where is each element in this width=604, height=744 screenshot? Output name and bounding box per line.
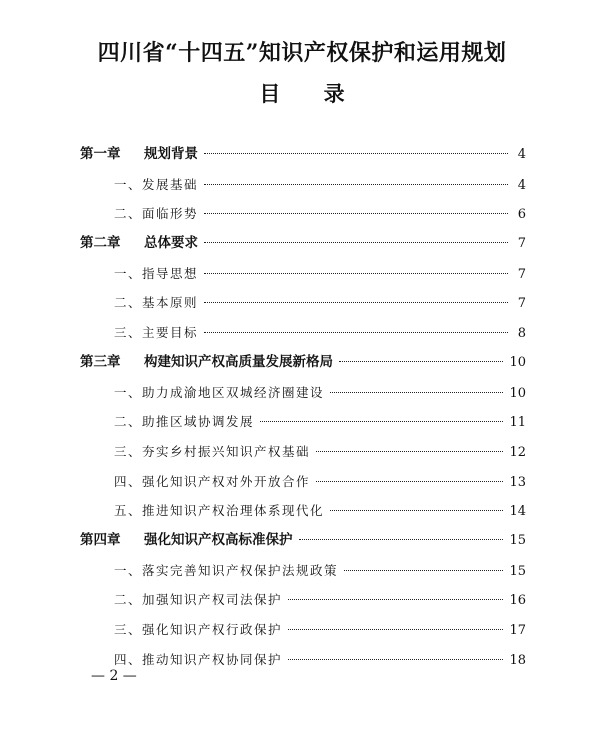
toc-page-number: 12 <box>509 444 526 460</box>
toc-entry-title: 一、落实完善知识产权保护法规政策 <box>114 562 339 578</box>
dot-leader <box>204 273 508 274</box>
toc-chapter-entry[interactable] <box>80 229 526 259</box>
toc-page-number: 7 <box>517 296 526 312</box>
page-number: — 2 — <box>91 668 137 684</box>
chapter-number: 第一章 <box>80 146 121 162</box>
toc-entry-label <box>114 199 198 229</box>
toc-entry-label <box>114 496 324 526</box>
toc-section-entry[interactable] <box>80 615 526 645</box>
toc-entry-title: 二、面临形势 <box>114 206 199 222</box>
dot-leader <box>288 629 503 630</box>
toc-section-entry[interactable] <box>80 556 526 586</box>
toc-entry-title: 一、发展基础 <box>114 176 199 192</box>
toc-entry-label <box>114 318 198 348</box>
toc-page-number: 11 <box>509 415 526 431</box>
toc-page-number: 6 <box>517 207 526 223</box>
toc-entry-title: 强化知识产权高标准保护 <box>144 531 293 548</box>
toc-section-entry[interactable] <box>80 437 526 467</box>
toc-chapter-entry[interactable] <box>80 348 526 378</box>
dot-leader <box>299 539 504 540</box>
dot-leader <box>344 570 503 571</box>
toc-page-number: 14 <box>509 504 526 520</box>
toc-entry-label <box>114 170 198 200</box>
toc-entry-label <box>114 615 282 645</box>
toc-entry-title: 一、指导思想 <box>114 265 199 281</box>
toc-entry-label <box>114 259 198 289</box>
toc-entry-title: 一、助力成渝地区双城经济圈建设 <box>114 384 325 400</box>
toc-entry-label <box>80 229 198 259</box>
toc-entry-label <box>114 437 310 467</box>
document-title: 四川省“十四五”知识产权保护和运用规划 <box>97 40 507 66</box>
toc-section-entry[interactable] <box>80 288 526 318</box>
chapter-number: 第三章 <box>80 353 121 370</box>
toc-entry-title: 四、推动知识产权协同保护 <box>114 651 283 667</box>
toc-page-number: 15 <box>509 563 526 579</box>
toc-entry-title: 总体要求 <box>144 235 198 252</box>
dot-leader <box>316 451 503 452</box>
toc-entry-label <box>114 467 310 497</box>
toc-page-number: 7 <box>517 236 526 252</box>
dot-leader <box>339 361 503 362</box>
toc-page-number: 10 <box>509 354 526 370</box>
toc-entry-label <box>80 348 333 378</box>
dot-leader <box>288 659 503 660</box>
toc-section-entry[interactable] <box>80 496 526 526</box>
toc-section-entry[interactable] <box>80 467 526 497</box>
toc-entry-label <box>114 378 324 408</box>
toc-section-entry[interactable] <box>80 170 526 200</box>
toc-entry-title: 二、助推区域协调发展 <box>114 414 255 430</box>
toc-entry-title: 规划背景 <box>144 146 198 162</box>
dot-leader <box>204 332 508 333</box>
toc-entry-label <box>80 526 293 556</box>
dot-leader <box>204 184 508 185</box>
toc-entry-label <box>114 556 338 586</box>
toc-entry-title: 四、强化知识产权对外开放合作 <box>114 473 311 489</box>
dot-leader <box>316 481 503 482</box>
toc-entry-title: 二、基本原则 <box>114 295 199 311</box>
toc-page-number: 8 <box>517 326 526 342</box>
toc-page-number: 10 <box>509 385 526 401</box>
toc-section-entry[interactable] <box>80 318 526 348</box>
toc-page-number: 15 <box>509 532 526 548</box>
chapter-number: 第四章 <box>80 531 121 548</box>
toc-entry-title: 二、加强知识产权司法保护 <box>114 592 283 608</box>
toc-entry-title: 三、主要目标 <box>114 325 199 341</box>
toc-entry-title: 构建知识产权高质量发展新格局 <box>144 353 333 370</box>
toc-section-entry[interactable] <box>80 645 526 675</box>
dot-leader <box>288 599 503 600</box>
toc-entry-title: 五、推进知识产权治理体系现代化 <box>114 503 325 519</box>
toc-section-entry[interactable] <box>80 407 526 437</box>
toc-section-entry[interactable] <box>80 259 526 289</box>
toc-page-number: 4 <box>517 177 526 193</box>
toc-entry-title: 三、夯实乡村振兴知识产权基础 <box>114 443 311 459</box>
toc-section-entry[interactable] <box>80 378 526 408</box>
dot-leader <box>204 302 508 303</box>
toc-section-entry[interactable] <box>80 585 526 615</box>
table-of-contents <box>80 140 526 674</box>
toc-page-number: 16 <box>509 593 526 609</box>
chapter-number: 第二章 <box>80 235 121 252</box>
toc-entry-label <box>114 585 282 615</box>
dot-leader <box>204 213 508 214</box>
dot-leader <box>204 242 508 243</box>
dot-leader <box>330 392 503 393</box>
toc-page-number: 13 <box>509 474 526 490</box>
dot-leader <box>260 421 503 422</box>
toc-page-number: 17 <box>509 623 526 638</box>
toc-entry-label <box>114 407 254 437</box>
toc-page-number: 4 <box>517 147 526 162</box>
toc-entry-label <box>114 645 282 675</box>
dot-leader <box>330 510 503 511</box>
toc-entry-title: 三、强化知识产权行政保护 <box>114 622 283 637</box>
toc-heading: 目 录 <box>259 81 363 106</box>
toc-section-entry[interactable] <box>80 199 526 229</box>
toc-entry-label <box>80 140 198 170</box>
toc-page-number: 7 <box>517 266 526 282</box>
toc-page-number: 18 <box>509 652 526 668</box>
toc-entry-label <box>114 288 198 318</box>
toc-chapter-entry[interactable] <box>80 526 526 556</box>
dot-leader <box>204 153 508 154</box>
toc-chapter-entry[interactable] <box>80 140 526 170</box>
